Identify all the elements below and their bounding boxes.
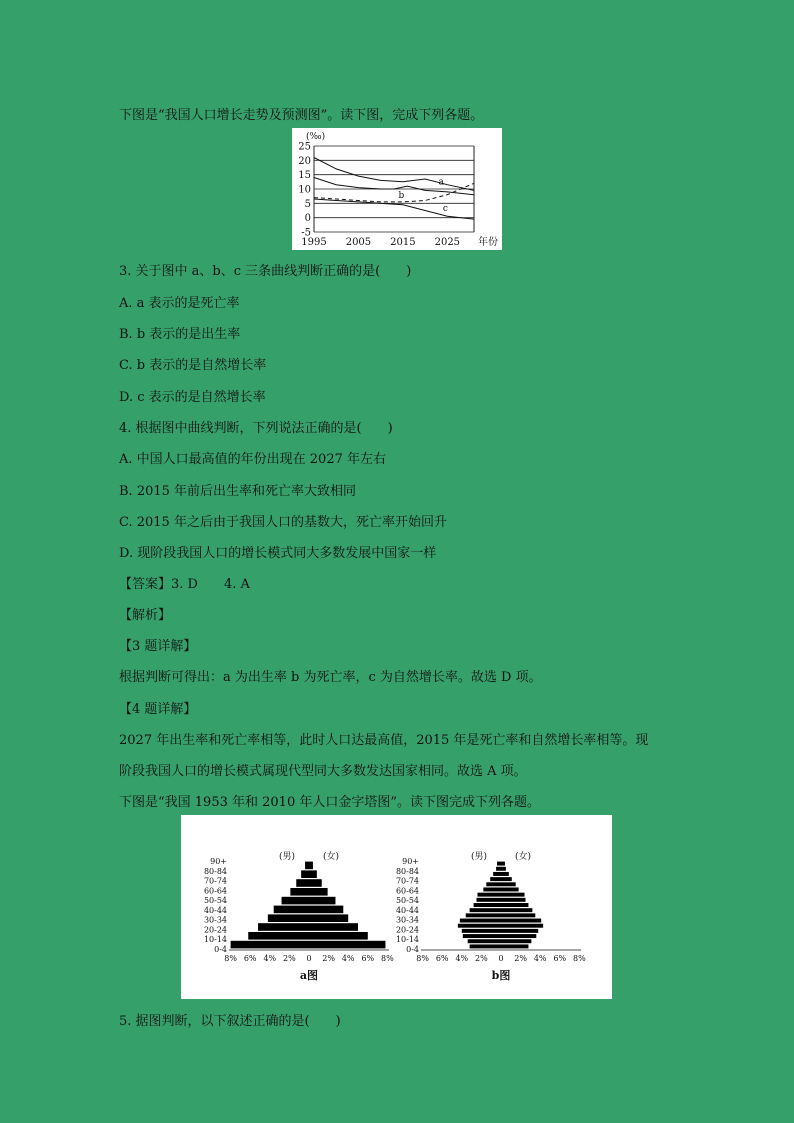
x-tick-label: 2% [475,954,488,963]
answer-line: 【答案】3. D 4. A [119,577,250,592]
female-bar [501,862,505,866]
x-tick-label: 8% [224,954,237,963]
age-group-label: 10-14 [395,935,419,945]
x-tick-label: 6% [243,954,257,963]
male-bar [458,924,501,928]
y-tick-label: 10 [298,184,311,196]
female-bar [501,919,541,923]
male-bar [496,867,501,871]
age-group-label: 80-84 [203,866,227,876]
age-group-label: 10-14 [203,935,227,945]
female-bar [501,929,538,933]
female-bar [309,906,343,914]
series-line-b [314,158,474,191]
male-bar [248,932,309,940]
x-tick-label: 2015 [390,237,416,248]
detail-4-heading: 【4 题详解】 [119,702,197,717]
q5-stem: 5. 据图判断，以下叙述正确的是( ) [119,1014,341,1029]
male-bar [470,908,501,912]
age-group-label: 40-44 [203,905,227,915]
female-bar [501,913,535,917]
age-group-label: 90+ [402,857,419,866]
female-bar [501,939,531,943]
female-bar [501,924,543,928]
male-bar [231,941,309,949]
x-tick-label: 2005 [345,237,372,248]
q3-option-b: B. b 表示的是出生率 [119,327,241,342]
female-bar [501,893,525,897]
x-tick-label: 4% [263,954,277,963]
line-chart-svg [292,128,502,250]
series-label-b: b [398,191,405,202]
age-group-label: 70-74 [395,876,419,886]
q4-stem: 4. 根据图中曲线判断，下列说法正确的是( ) [119,421,393,436]
female-bar [501,898,526,902]
male-bar [474,903,501,907]
q4-option-b: B. 2015 年前后出生率和死亡率大致相同 [119,484,357,499]
female-bar [309,941,385,949]
female-bar [501,872,509,876]
y-tick-label: -5 [301,227,311,239]
male-bar [274,906,309,914]
x-tick-label: 6% [553,954,567,963]
series-label-a: a [438,177,444,188]
y-tick-label: 0 [304,213,311,225]
male-bar [483,887,501,891]
male-bar [477,898,502,902]
q3-option-d: D. c 表示的是自然增长率 [119,390,266,405]
male-bar [463,934,501,938]
series-line-a [314,178,474,195]
female-bar [309,888,328,896]
legend-female: (女) [514,852,532,862]
x-tick-label: 1995 [301,237,327,248]
age-group-label: 90+ [210,857,227,866]
male-bar [290,888,309,896]
y-axis-unit-label: (‰) [306,132,326,142]
age-group-label: 30-34 [203,915,227,925]
age-group-label: 20-24 [203,925,227,935]
series-label-c: c [442,203,448,214]
female-bar [501,887,519,891]
x-tick-label: 2% [514,954,527,963]
y-tick-label: 5 [304,198,311,210]
age-group-label: 0-4 [406,945,419,954]
age-group-label: 50-54 [203,896,227,906]
legend-female: (女) [322,852,340,862]
age-group-label: 30-34 [395,915,419,925]
age-group-label: 80-84 [395,866,419,876]
age-group-label: 50-54 [395,896,419,906]
x-tick-label: 2025 [434,237,461,248]
female-bar [309,914,348,922]
male-bar [258,923,309,931]
q4-option-a: A. 中国人口最高值的年份出现在 2027 年左右 [119,452,387,467]
intro-text-2: 下图是“我国 1953 年和 2010 年人口金字塔图”。读下图完成下列各题。 [119,795,540,810]
q3-option-a: A. a 表示的是死亡率 [119,296,240,311]
intro-text-1: 下图是“我国人口增长走势及预测图”。读下图，完成下列各题。 [119,108,484,123]
male-bar [470,944,501,948]
age-group-label: 60-64 [395,886,419,896]
female-bar [501,903,528,907]
male-bar [268,914,309,922]
female-bar [501,867,506,871]
age-group-label: 40-44 [395,905,419,915]
legend-male: (男) [470,852,488,862]
male-bar [477,893,501,897]
female-bar [501,882,516,886]
female-bar [501,877,512,881]
male-bar [493,872,501,876]
male-bar [296,879,309,887]
female-bar [309,862,313,870]
population-trend-chart [292,128,502,250]
x-axis-label: 年份 [478,237,498,248]
male-bar [282,897,309,905]
x-tick-label: 4% [533,954,547,963]
female-bar [501,908,532,912]
female-bar [501,944,528,948]
q3-option-c: C. b 表示的是自然增长率 [119,358,267,373]
age-group-label: 20-24 [395,925,419,935]
pyramid-title: b图 [491,969,511,982]
y-tick-label: 20 [298,155,311,167]
detail-3-heading: 【3 题详解】 [119,639,197,654]
x-tick-label: 4% [455,954,469,963]
x-tick-label: 4% [341,954,355,963]
y-tick-label: 15 [298,170,311,182]
age-group-label: 70-74 [203,876,227,886]
female-bar [309,897,335,905]
male-bar [460,919,501,923]
male-bar [486,882,501,886]
male-bar [462,929,501,933]
q4-option-c: C. 2015 年之后由于我国人口的基数大，死亡率开始回升 [119,515,447,530]
female-bar [309,879,322,887]
male-bar [301,870,309,878]
male-bar [305,862,309,870]
q4-option-d: D. 现阶段我国人口的增长模式同大多数发展中国家一样 [119,546,437,561]
male-bar [466,913,501,917]
male-bar [468,939,501,943]
female-bar [309,923,358,931]
detail-4-text-1: 2027 年出生率和死亡率相等，此时人口达最高值，2015 年是死亡率和自然增长率相等。现 [119,733,649,748]
x-tick-label: 8% [381,954,394,963]
x-tick-label: 6% [435,954,449,963]
male-bar [497,862,501,866]
x-tick-label: 0 [498,954,504,963]
pyramid-chart-svg [181,815,612,999]
pyramid-title: a图 [299,969,319,982]
analysis-heading: 【解析】 [119,608,172,623]
age-group-label: 60-64 [203,886,227,896]
x-tick-label: 2% [322,954,335,963]
female-bar [501,934,536,938]
female-bar [309,870,317,878]
population-pyramid-figure [181,815,612,999]
detail-3-text: 根据判断可得出：a 为出生率 b 为死亡率，c 为自然增长率。故选 D 项。 [119,670,542,685]
y-tick-label: 25 [298,141,311,153]
female-bar [309,932,368,940]
x-tick-label: 8% [416,954,429,963]
x-tick-label: 2% [283,954,296,963]
q3-stem: 3. 关于图中 a、b、c 三条曲线判断正确的是( ) [119,264,412,279]
x-tick-label: 0 [306,954,312,963]
age-group-label: 0-4 [214,945,227,954]
x-tick-label: 8% [573,954,586,963]
x-tick-label: 6% [361,954,375,963]
detail-4-text-2: 阶段我国人口的增长模式属现代型同大多数发达国家相同。故选 A 项。 [119,764,527,779]
male-bar [490,877,501,881]
legend-male: (男) [278,852,296,862]
